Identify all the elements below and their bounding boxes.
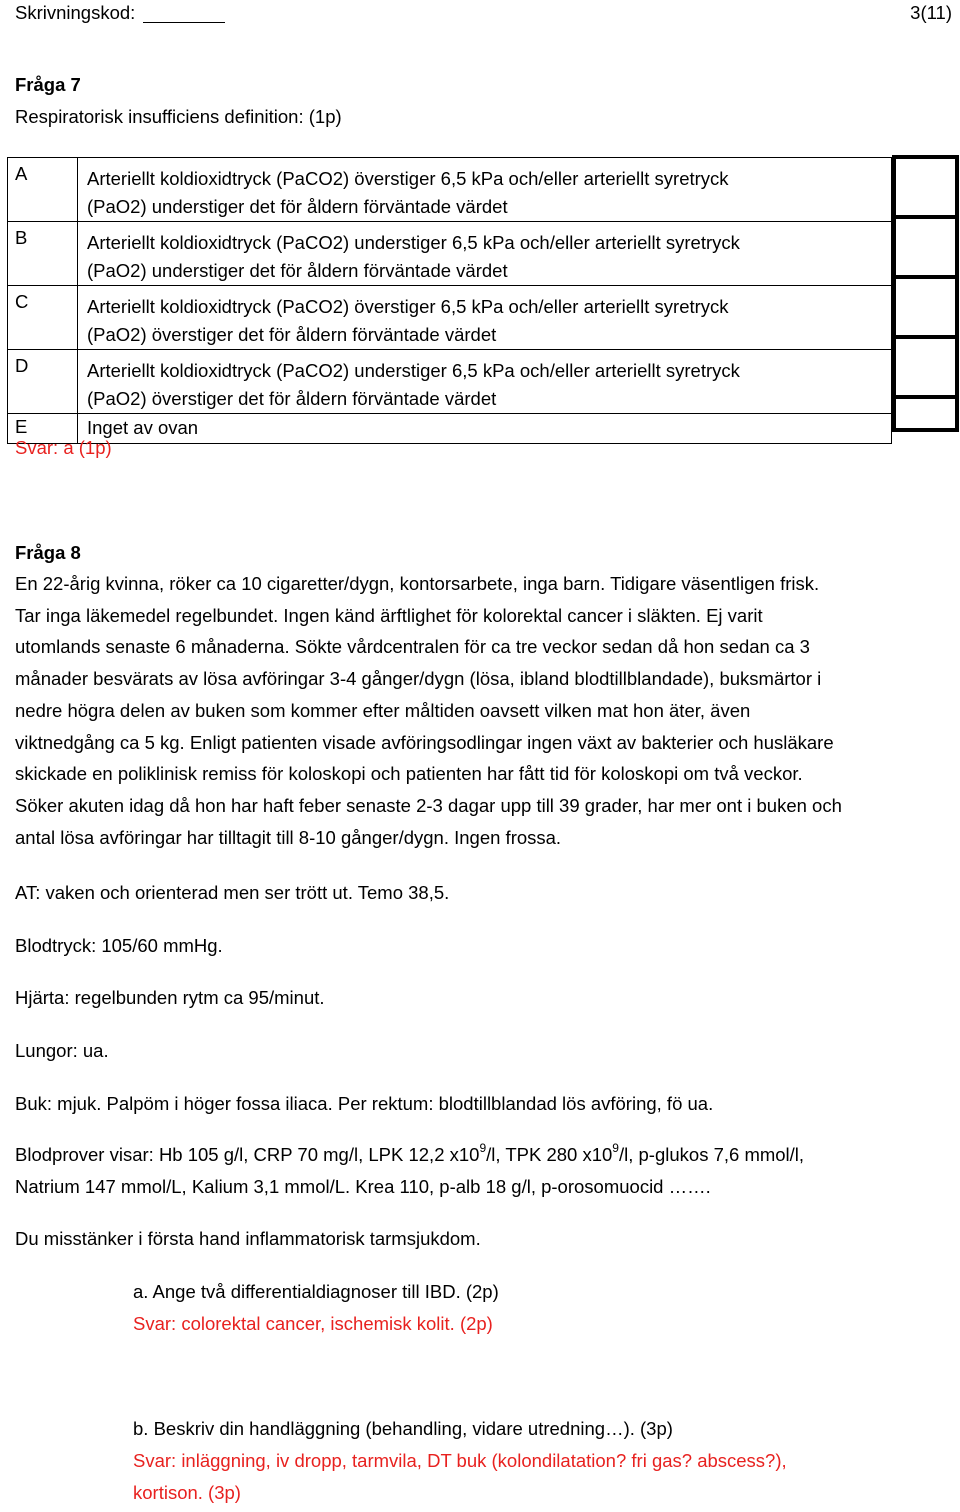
case-line: En 22-årig kvinna, röker ca 10 cigaretter/dygn, kontorsarbete, inga barn. Tidigare väsentligen frisk.: [15, 573, 820, 594]
option-text-line: Arteriellt koldioxidtryck (PaCO2) understiger 6,5 kPa och/eller arteriellt syretryck: [87, 360, 740, 381]
option-letter: D: [8, 350, 78, 414]
suspicion-statement: Du misstänker i första hand inflammatorisk tarmsjukdom.: [15, 1228, 481, 1249]
option-text: [78, 286, 892, 350]
subquestion-b-answer-line-2: kortison. (3p): [133, 1482, 241, 1503]
lab-results-line-2: Natrium 147 mmol/L, Kalium 3,1 mmol/L. Krea 110, p-alb 18 g/l, p-orosomuocid …….: [15, 1176, 711, 1197]
question-7-prompt: Respiratorisk insufficiens definition: (1p): [15, 106, 342, 127]
option-text-line: (PaO2) överstiger det för åldern förväntade värdet: [87, 388, 497, 409]
option-letter: A: [8, 158, 78, 222]
question-7-title: Fråga 7: [15, 74, 81, 95]
lungs-status: Lungor: ua.: [15, 1040, 109, 1061]
option-text-line: (PaO2) överstiger det för åldern förväntade värdet: [87, 324, 497, 345]
subquestion-b: b. Beskriv din handläggning (behandling, vidare utredning…). (3p): [133, 1418, 673, 1439]
option-letter: C: [8, 286, 78, 350]
checkbox-b[interactable]: [892, 215, 959, 279]
checkbox-d[interactable]: [892, 335, 959, 399]
case-line: månader besvärats av lösa avföringar 3-4 gånger/dygn (lösa, ibland blodtillblandade), buksmärtor i: [15, 668, 822, 690]
option-text: [78, 222, 892, 286]
option-text-line: (PaO2) understiger det för åldern förväntade värdet: [87, 260, 508, 281]
option-text-line: Arteriellt koldioxidtryck (PaCO2) överstiger 6,5 kPa och/eller arteriellt syretryck: [87, 296, 729, 317]
status-at: AT: vaken och orienterad men ser trött ut. Temo 38,5.: [15, 882, 450, 903]
checkbox-a[interactable]: [892, 155, 959, 219]
question-7-answer: Svar: a (1p): [15, 437, 112, 458]
subquestion-a: a. Ange två differentialdiagnoser till IBD. (2p): [133, 1281, 499, 1302]
option-letter: B: [8, 222, 78, 286]
case-line: utomlands senaste 6 månaderna. Sökte vårdcentralen för ca tre veckor sedan då hon sedan ca 3: [15, 636, 810, 658]
option-row-c: [8, 286, 892, 350]
superscript: 9: [479, 1141, 487, 1155]
blood-pressure: Blodtryck: 105/60 mmHg.: [15, 935, 223, 956]
page-number: 3(11): [910, 2, 952, 23]
superscript: 9: [612, 1141, 619, 1155]
option-text-line: Inget av ovan: [87, 417, 199, 438]
abdomen-status: Buk: mjuk. Palpöm i höger fossa iliaca. Per rektum: blodtillblandad lös avföring, fö ua.: [15, 1093, 714, 1114]
option-text: [78, 158, 892, 222]
lab-results-line-1: [15, 1141, 805, 1165]
question-8-title: Fråga 8: [15, 542, 81, 563]
option-row-e: [8, 414, 892, 444]
case-line: Tar inga läkemedel regelbundet. Ingen känd ärftlighet för kolorektal cancer i släkten. Ej varit: [15, 604, 763, 626]
option-text-line: (PaO2) understiger det för åldern förväntade värdet: [87, 196, 508, 217]
subquestion-a-answer: Svar: colorektal cancer, ischemisk kolit. (2p): [133, 1313, 493, 1334]
option-row-b: [8, 222, 892, 286]
checkbox-c[interactable]: [892, 275, 959, 339]
heart-status: Hjärta: regelbunden rytm ca 95/minut.: [15, 987, 325, 1008]
case-line: skickade en poliklinisk remiss för koloskopi och patienten har fått tid för koloskopi om två veckor.: [15, 763, 803, 785]
lab-text: Blodprover visar: Hb 105 g/l, CRP 70 mg/l, LPK 12,2 x10: [15, 1144, 480, 1165]
lab-text: /l, p-glukos 7,6 mmol/l,: [618, 1144, 805, 1165]
case-line: Söker akuten idag då hon har haft feber senaste 2-3 dagar upp till 39 grader, har mer ont i buken och: [15, 794, 842, 816]
option-letter: E: [8, 414, 78, 444]
question-7-options-table: [7, 157, 892, 444]
case-line: antal lösa avföringar har tilltagit till 8-10 gånger/dygn. Ingen frossa.: [15, 826, 562, 848]
option-text-line: Arteriellt koldioxidtryck (PaCO2) understiger 6,5 kPa och/eller arteriellt syretryck: [87, 232, 740, 253]
case-line: viktnedgång ca 5 kg. Enligt patienten visade avföringsodlingar ingen växt av bakterier och husläkare: [15, 731, 834, 753]
checkbox-e[interactable]: [892, 395, 959, 432]
case-description: [15, 568, 950, 853]
option-text: [78, 350, 892, 414]
writing-code-text: Skrivningskod:: [15, 2, 136, 23]
writing-code-label: [15, 4, 225, 23]
option-row-d: [8, 350, 892, 414]
option-row-a: [8, 158, 892, 222]
case-line: nedre högra delen av buken som kommer efter måltiden oavsett vilken mat hon äter, även: [15, 699, 751, 721]
writing-code-field[interactable]: [143, 4, 225, 23]
subquestion-b-answer-line-1: Svar: inläggning, iv dropp, tarmvila, DT buk (kolondilatation? fri gas? abscess?),: [133, 1450, 787, 1471]
option-text: [78, 414, 892, 444]
option-text-line: Arteriellt koldioxidtryck (PaCO2) överstiger 6,5 kPa och/eller arteriellt syretryck: [87, 168, 729, 189]
lab-text: /l, TPK 280 x10: [486, 1144, 613, 1165]
